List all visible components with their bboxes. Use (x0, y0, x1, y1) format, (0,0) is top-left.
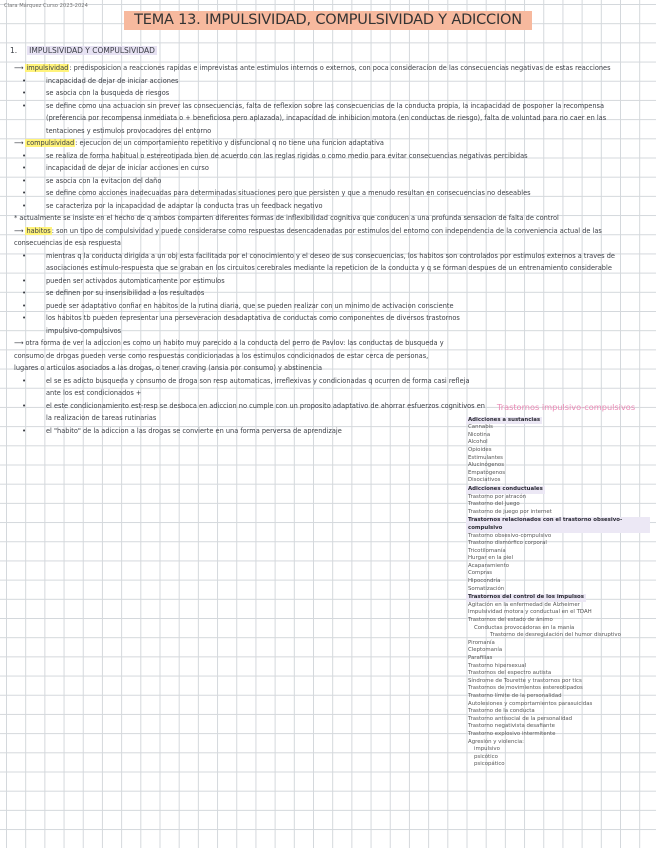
list-item: Trastorno negativista desafiante (468, 723, 555, 730)
term-habitos: habitos (26, 226, 51, 235)
list-item: • se asocia con la busqueda de riesgos (14, 87, 643, 100)
list-item: • se define como una actuacion sin prever las consecuencias, falta de reflexion sobre las consecuencias de la conducta propia, la incapacidad de posponer la recompensa (preferencia por recompensa inmediata o + beneficiosa pero aplazada), incapacidad de inhibicion motora (en conductas de riesgo), falta de voluntad para no caer en las tentaciones y estimulos provocadores del entorno (14, 100, 643, 138)
list-subitem: Trastorno de desregulación del humor disruptivo (490, 632, 621, 639)
list-item: • incapacidad de dejar de iniciar acciones en curso (14, 162, 643, 175)
list-item: Agitación en la enfermedad de Alzheimer (468, 601, 580, 608)
term-impulsividad: impulsividad (26, 64, 69, 72)
list-item: Trastorno de juego por internet (468, 508, 552, 515)
list-item: Cannabis (468, 424, 493, 431)
section-title: IMPULSIVIDAD Y COMPULSIVIDAD (29, 46, 155, 55)
panel-title: Trastornos impulsivo-compulsivos (496, 402, 636, 412)
notes-body (14, 62, 643, 437)
list-subitem: psicótico (474, 753, 498, 760)
list-item: Autolesiones y comportamientos parasuicidas (468, 700, 593, 707)
list-subitem: Conductas provocadoras en la manía (474, 624, 575, 631)
list-item: Trastorno por atracón (468, 493, 527, 500)
list-item: • se definen por su insensibilidad a los resultados (14, 287, 486, 300)
list-item: Trastorno del juego (468, 501, 520, 508)
section-heading (10, 46, 157, 55)
list-item: • el se es adicto busqueda y consumo de droga son resp automaticas, irreflexivas y condicionadas q ocurren de forma casi refleja ante los est condicionados + (14, 375, 486, 400)
list-item: Alcohol (468, 439, 488, 446)
adiccion-paragraph (14, 337, 454, 375)
adiccion-text: otra forma de ver la adiccion es como un habito muy parecido a la conducta del perro de Pavlov: las conductas de busqueda y consumo de drogas pueden verse como respuestas condicionadas a los estimulos condicionados de estar cerca de personas, lugares o articulos asociados a las drogas, o tener craving (ansia por consumo) y abstinencia (14, 339, 444, 372)
term-compulsividad: compulsividad (26, 139, 75, 147)
list-item: • se caracteriza por la incapacidad de adaptar la conducta tras un feedback negativo (14, 200, 643, 213)
group-heading: Adicciones conductuales (468, 485, 543, 492)
list-item: Piromanía (468, 639, 495, 646)
arrow-icon: ⟶ (14, 339, 24, 347)
habitos-definition (14, 225, 643, 250)
disorders-panel (466, 404, 650, 769)
list-item: Trastorno obsesivo-compulsivo (468, 532, 552, 539)
list-item: • pueden ser activados automaticamente por estimulos (14, 275, 486, 288)
list-item: Hipocondría (468, 578, 501, 585)
list-item: Agresión y violencia: (468, 738, 524, 745)
list-item: Nicotina (468, 431, 491, 438)
list-item: Cleptomanía (468, 647, 503, 654)
list-item: Trastorno dismórfico corporal (468, 540, 547, 547)
list-item: Trastorno de la conducta (468, 708, 535, 715)
list-item: Opioides (468, 446, 492, 453)
list-item: • los habitos tb pueden representar una perseveracion desadaptativa de conductas como componentes de diversos trastornos impulsivo-compulsivos (14, 312, 486, 337)
title-container (0, 9, 656, 30)
compulsividad-text: : ejecucion de un comportamiento repetitivo y disfuncional q no tiene una funcion adaptativa (75, 139, 384, 147)
list-item: • se realiza de forma habitual o estereotipada bien de acuerdo con las reglas rigidas o como medio para evitar consecuencias negativas percibidas (14, 150, 643, 163)
arrow-icon: ⟶ (14, 139, 24, 147)
group-heading: Trastornos del control de los impulsos (468, 594, 584, 601)
list-subitem: impulsivo (474, 746, 500, 753)
list-item: • incapacidad de dejar de iniciar acciones (14, 75, 643, 88)
group-heading: Adicciones a sustancias (468, 416, 541, 423)
list-item: Alucinógenos (468, 462, 505, 469)
list-item: Compras (468, 570, 493, 577)
list-item: • el "habito" de la adiccion a las drogas se convierte en una forma perversa de aprendizaje (14, 425, 486, 438)
arrow-icon: ⟶ (14, 64, 24, 72)
list-item: • se define como acciones inadecuadas para determinadas situaciones pero que persisten y que a menudo resultan en consecuencias no deseables (14, 187, 643, 200)
list-item: Tricotilomanía (468, 547, 506, 554)
compulsividad-definition (14, 137, 643, 150)
list-item: Trastorno explosivo intermitente (468, 730, 556, 737)
impulsividad-text: : predisposicion a reacciones rapidas e imprevistas ante estimulos internos o externos, con poca consideracion de las consecuencias negativas de estas reacciones (69, 64, 611, 72)
list-item: Síndrome de Tourette y trastornos por tics (468, 677, 582, 684)
list-item: Trastorno antisocial de la personalidad (468, 715, 573, 722)
list-item: Trastorno hipersexual (468, 662, 527, 669)
group-heading: Trastornos relacionados con el trastorno obsesivo-compulsivo (466, 517, 650, 532)
list-item: Trastornos de movimientos estereotipados (468, 685, 583, 692)
list-item: • puede ser adaptativo confiar en habitos de la rutina diaria, que se pueden realizar con un minimo de activacion consciente (14, 300, 486, 313)
list-item: • mientras q la conducta dirigida a un obj esta facilitada por el conocimiento y el deseo de sus consecuencias, los habitos son controlados por estimulos externos a traves de asociaciones estimulo-respuesta que se graban en los circuitos cerebrales mediante la repeticion de la conducta y q se forman despues de un entrenamiento considerable (14, 250, 643, 275)
list-item: • el este condicionamiento est-resp se desboca en adiccion no cumple con un proposito adaptativo de ahorrar esfuerzos cognitivos en la realizacion de tareas rutinarias (14, 400, 486, 425)
list-item: • se asocia con la evitacion del daño (14, 175, 643, 188)
list-item: Parafilias (468, 655, 493, 661)
impulsividad-definition (14, 62, 643, 75)
note-paragraph: * actualmente se insiste en el hecho de q ambos comparten diferentes formas de inflexibilidad cognitiva que conducen a una profunda sensacion de falta de control (14, 214, 559, 222)
list-item: Disociativos (468, 477, 501, 484)
habitos-text: : son un tipo de compulsividad y puede considerarse como respuestas desencadenadas por estimulos del entorno con independencia de la conveniencia actual de las consecuencias de esa respuesta (14, 226, 602, 247)
list-item: Acaparamiento (468, 562, 509, 569)
list-item: Trastornos del estado de ánimo (468, 617, 553, 624)
list-item: Estimulantes (468, 454, 503, 461)
section-number: 1. (10, 46, 18, 55)
list-item: Hurgar en la piel (468, 555, 513, 562)
page-title: TEMA 13. IMPULSIVIDAD, COMPULSIVIDAD Y ADICCION (124, 11, 532, 30)
arrow-icon: ⟶ (14, 226, 24, 235)
list-item: Empatógenos (468, 469, 506, 476)
list-item: Trastorno límite de la personalidad (468, 692, 562, 699)
list-item: Trastornos del espectro autista (468, 670, 552, 677)
author-line: Clara Márquez Curso 2023-2024 (4, 3, 88, 9)
list-item: Somatización (468, 585, 505, 592)
list-item: Impulsividad motora y conductual en el TDAH (468, 609, 592, 616)
list-subitem: psicopático (474, 761, 505, 768)
